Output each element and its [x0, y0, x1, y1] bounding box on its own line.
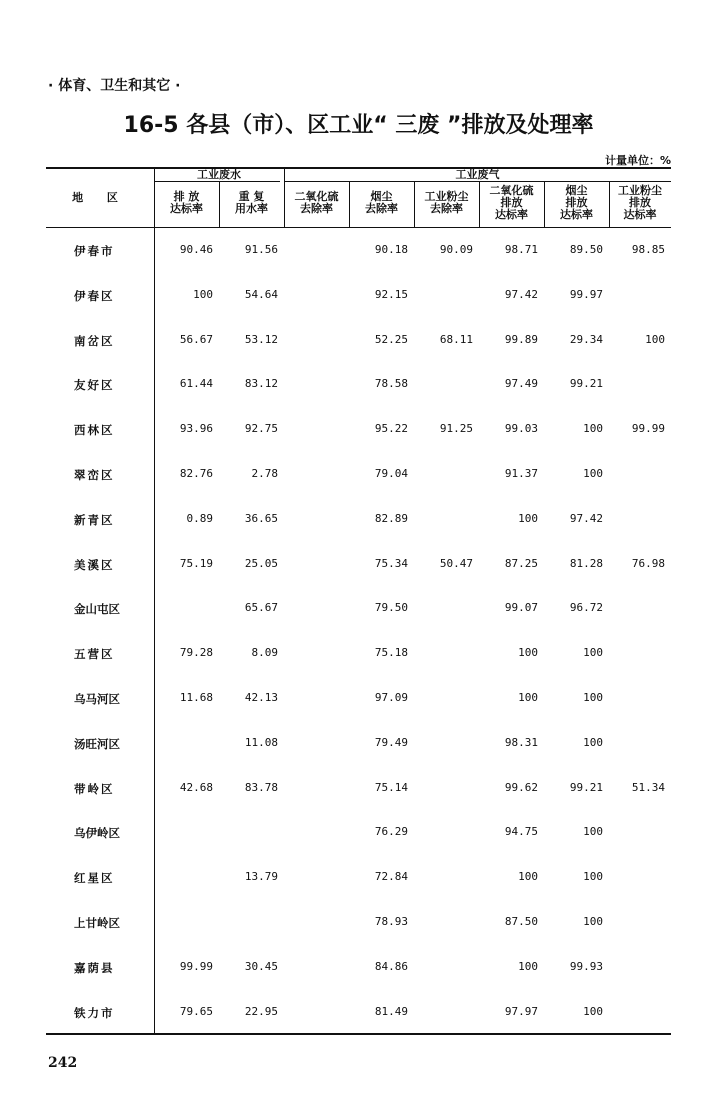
- region-name: 五营区: [74, 647, 115, 662]
- table-cell: 100: [583, 646, 603, 660]
- table-cell: 92.75: [244, 422, 278, 436]
- table-title: 16-5 各县（市）、区工业“ 三废 ”排放及处理率: [123, 113, 594, 138]
- table-cell: 93.96: [179, 422, 213, 436]
- column-header-line: 去除率: [365, 202, 398, 215]
- table-cell: 2.78: [251, 467, 278, 480]
- column-header-line: 去除率: [430, 202, 463, 215]
- table-cell: 79.50: [374, 601, 408, 615]
- region-name: 嘉荫县: [74, 960, 115, 975]
- table-cell: 97.49: [504, 377, 538, 391]
- table-cell: 100: [518, 959, 538, 973]
- table-cell: 100: [583, 1004, 603, 1018]
- table-row: [46, 915, 671, 935]
- table-cell: 97.42: [504, 287, 538, 301]
- region-name: 伊春市: [74, 244, 115, 258]
- table-row: [46, 601, 671, 621]
- table-row: [46, 960, 671, 980]
- table-cell: 100: [518, 511, 538, 525]
- column-header: [154, 191, 219, 215]
- column-header-line: 排放: [565, 196, 588, 209]
- table-cell: 100: [583, 467, 603, 480]
- table-cell: 99.97: [569, 287, 603, 301]
- water-group-rule: [154, 181, 280, 182]
- table-cell: 8.09: [251, 646, 278, 660]
- column-header-line: 达标率: [170, 202, 203, 215]
- table-cell: 91.25: [439, 422, 473, 436]
- table-cell: 65.67: [244, 601, 278, 615]
- table-cell: 61.44: [179, 377, 213, 391]
- table-cell: 29.34: [569, 332, 603, 346]
- table-row: [46, 422, 671, 442]
- gas-group-header: 工业废气: [455, 168, 500, 181]
- table-cell: 90.09: [439, 243, 473, 256]
- table-cell: 97.97: [504, 1004, 538, 1018]
- table-cell: 100: [583, 870, 603, 884]
- column-header-line: 达标率: [623, 208, 657, 221]
- table-cell: 51.34: [631, 780, 665, 794]
- table-cell: 79.04: [374, 467, 408, 480]
- column-header: [609, 185, 671, 221]
- table-cell: 99.99: [631, 422, 665, 436]
- table-cell: 54.64: [244, 287, 278, 301]
- table-cell: 82.76: [179, 467, 213, 480]
- table-cell: 76.98: [631, 556, 665, 570]
- column-header-line: 工业粉尘: [424, 190, 469, 203]
- table-cell: 42.68: [179, 780, 213, 794]
- column-header-line: 去除率: [300, 202, 333, 215]
- column-header: [414, 191, 479, 215]
- table-row: [46, 243, 671, 263]
- table-cell: 11.08: [244, 735, 278, 749]
- gas-group-rule: [284, 181, 671, 182]
- table-row: [46, 646, 671, 666]
- region-name: 带岭区: [74, 781, 115, 796]
- page-number: 242: [48, 1055, 78, 1071]
- region-name: 上甘岭区: [74, 916, 120, 930]
- column-header: [479, 185, 544, 221]
- region-name: 翠峦区: [74, 468, 115, 482]
- table-cell: 83.12: [244, 377, 278, 391]
- region-name: 友好区: [74, 378, 115, 393]
- table-cell: 30.45: [244, 959, 278, 973]
- column-header: [219, 191, 284, 215]
- region-name: 金山屯区: [74, 602, 120, 617]
- table-cell: 99.62: [504, 780, 538, 794]
- table-cell: 78.93: [374, 915, 408, 928]
- region-name: 新青区: [74, 512, 115, 527]
- table-cell: 72.84: [374, 870, 408, 884]
- table-cell: 99.21: [569, 377, 603, 391]
- table-cell: 100: [583, 735, 603, 749]
- table-cell: 75.34: [374, 556, 408, 570]
- table-row: [46, 1005, 671, 1025]
- region-name: 伊春区: [74, 288, 115, 303]
- column-header-line: 达标率: [495, 208, 528, 221]
- table-cell: 100: [645, 332, 665, 346]
- table-cell: 99.03: [504, 422, 538, 436]
- table-cell: 97.09: [374, 691, 408, 704]
- region-name: 铁力市: [74, 1005, 115, 1020]
- table-cell: 100: [193, 287, 213, 301]
- table-cell: 56.67: [179, 332, 213, 346]
- table-cell: 42.13: [244, 691, 278, 704]
- table-cell: 36.65: [244, 511, 278, 525]
- region-name: 乌马河区: [74, 692, 120, 706]
- table-row: [46, 781, 671, 801]
- table-row: [46, 691, 671, 711]
- table-cell: 99.93: [569, 959, 603, 973]
- table-cell: 81.49: [374, 1004, 408, 1018]
- column-header-line: 烟尘: [565, 184, 588, 197]
- table-row: [46, 870, 671, 890]
- column-header-line: 排放: [500, 196, 523, 209]
- table-cell: 100: [583, 422, 603, 436]
- table-cell: 100: [583, 825, 603, 839]
- table-cell: 78.58: [374, 377, 408, 391]
- column-header-line: 工业粉尘: [618, 184, 662, 197]
- column-header-line: 烟尘: [370, 190, 393, 203]
- table-cell: 22.95: [244, 1004, 278, 1018]
- table-cell: 95.22: [374, 422, 408, 436]
- region-header: 地 区: [72, 191, 128, 204]
- table-cell: 99.21: [569, 780, 603, 794]
- table-cell: 87.50: [504, 915, 538, 928]
- region-name: 红星区: [74, 871, 115, 886]
- table-cell: 96.72: [569, 601, 603, 615]
- table-cell: 92.15: [374, 287, 408, 301]
- table-row: [46, 825, 671, 845]
- table-cell: 91.37: [504, 467, 538, 480]
- table-cell: 99.07: [504, 601, 538, 615]
- table-cell: 100: [583, 915, 603, 928]
- table-cell: 98.71: [504, 243, 538, 256]
- column-header-line: 达标率: [560, 208, 593, 221]
- region-name: 南岔区: [74, 333, 115, 348]
- table-cell: 50.47: [439, 556, 473, 570]
- table-cell: 83.78: [244, 780, 278, 794]
- table-cell: 82.89: [374, 511, 408, 525]
- table-row: [46, 557, 671, 577]
- table-cell: 53.12: [244, 332, 278, 346]
- region-name: 西林区: [74, 423, 115, 438]
- table-cell: 100: [518, 646, 538, 660]
- table-cell: 11.68: [179, 691, 213, 704]
- unit-label: 计量单位：%: [604, 154, 671, 167]
- table-cell: 75.19: [179, 556, 213, 570]
- table-row: [46, 467, 671, 487]
- table-cell: 100: [518, 870, 538, 884]
- table-cell: 81.28: [569, 556, 603, 570]
- water-group-header: 工业废水: [197, 168, 241, 181]
- column-header: [544, 185, 609, 221]
- table-cell: 75.14: [374, 780, 408, 794]
- column-header-line: 二氧化硫: [489, 184, 534, 197]
- table-cell: 89.50: [569, 243, 603, 256]
- table-cell: 94.75: [504, 825, 538, 839]
- table-cell: 100: [518, 691, 538, 704]
- table-cell: 99.99: [179, 959, 213, 973]
- header-bottom-rule: [46, 227, 671, 228]
- column-header-line: 二氧化硫: [294, 190, 339, 203]
- column-header-line: 排 放: [173, 190, 200, 203]
- table-bottom-rule: [46, 1033, 671, 1035]
- table-cell: 87.25: [504, 556, 538, 570]
- table-cell: 100: [583, 691, 603, 704]
- column-header-line: 重 复: [238, 190, 265, 203]
- table-cell: 97.42: [569, 511, 603, 525]
- table-row: [46, 333, 671, 353]
- table-cell: 91.56: [244, 243, 278, 256]
- section-header: · 体育、卫生和其它 ·: [48, 78, 181, 94]
- region-name: 美溪区: [74, 557, 115, 572]
- table-cell: 98.31: [504, 735, 538, 749]
- table-cell: 13.79: [244, 870, 278, 884]
- table-row: [46, 377, 671, 397]
- column-header: [349, 191, 414, 215]
- table-row: [46, 736, 671, 756]
- table-cell: 25.05: [244, 556, 278, 570]
- region-name: 汤旺河区: [74, 736, 120, 751]
- region-name: 乌伊岭区: [74, 826, 120, 841]
- column-header-line: 排放: [629, 196, 651, 209]
- table-cell: 99.89: [504, 332, 538, 346]
- table-cell: 79.28: [179, 646, 213, 660]
- table-cell: 0.89: [186, 511, 213, 525]
- table-row: [46, 288, 671, 308]
- table-cell: 79.49: [374, 735, 408, 749]
- column-header: [284, 191, 349, 215]
- table-cell: 84.86: [374, 959, 408, 973]
- table-cell: 90.46: [179, 243, 213, 256]
- table-cell: 90.18: [374, 243, 408, 256]
- table-cell: 76.29: [374, 825, 408, 839]
- table-cell: 52.25: [374, 332, 408, 346]
- column-header-line: 用水率: [235, 202, 268, 215]
- table-cell: 75.18: [374, 646, 408, 660]
- table-cell: 68.11: [439, 332, 473, 346]
- table-cell: 98.85: [631, 243, 665, 256]
- table-row: [46, 512, 671, 532]
- table-cell: 79.65: [179, 1004, 213, 1018]
